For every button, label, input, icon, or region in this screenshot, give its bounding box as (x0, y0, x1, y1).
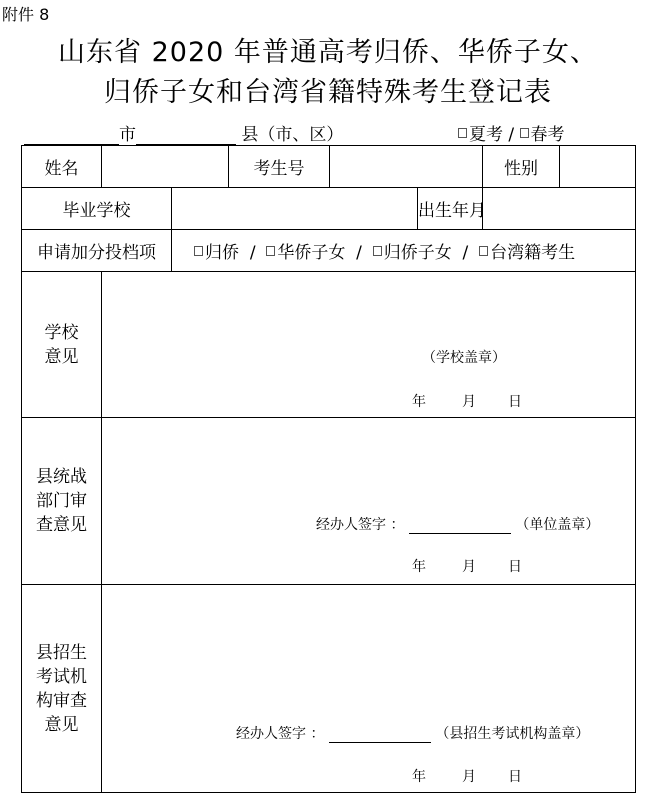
exam-office-label-line: 县招生 (36, 642, 87, 663)
spring-label: 春考 (530, 125, 565, 145)
exam-type-separator: / (508, 125, 515, 145)
name-input-cell[interactable] (102, 146, 229, 188)
name-label: 姓名 (44, 159, 79, 179)
exam-office-signer-row (236, 723, 589, 743)
united-front-signer-label: 经办人签字 ： (316, 517, 405, 533)
united-front-signature-blank[interactable] (409, 519, 511, 534)
school-date-day: 日 (508, 394, 522, 410)
option-checkbox-taiwan[interactable] (479, 246, 488, 256)
school-date-month: 月 (462, 394, 476, 410)
exam-office-label-line: 考试机 (36, 666, 87, 687)
option-label: 归侨 (205, 243, 239, 263)
name-label-cell (22, 146, 102, 188)
option-separator: / (462, 243, 469, 263)
birth-label: 出生年月 (418, 201, 486, 221)
birth-input-cell[interactable] (483, 188, 636, 230)
city-blank[interactable] (24, 127, 119, 145)
page-title-line-2: 归侨子女和台湾省籍特殊考生登记表 (104, 77, 552, 108)
exam-office-opinion-area[interactable] (102, 585, 636, 793)
exam-office-date-month: 月 (462, 769, 476, 785)
summer-label: 夏考 (469, 125, 503, 145)
location-line (24, 120, 343, 145)
united-front-signer-row (316, 514, 599, 534)
school-date-year: 年 (412, 394, 426, 410)
option-label: 台湾籍考生 (490, 243, 576, 263)
united-front-label-line: 查意见 (36, 515, 87, 535)
gender-label-cell (483, 146, 560, 188)
gender-input-cell[interactable] (560, 146, 636, 188)
option-separator: / (249, 243, 256, 263)
exam-office-date-day: 日 (508, 769, 522, 785)
page-title-line-1: 山东省 2020 年普通高考归侨、华侨子女、 (58, 37, 598, 68)
exam-office-seal-text: （县招生考试机构盖章） (435, 726, 590, 742)
city-suffix: 市 (119, 125, 136, 145)
exam-office-label-line: 意见 (44, 714, 79, 735)
school-opinion-label-line: 学校 (44, 322, 79, 343)
united-front-label-line: 县统战 (36, 467, 87, 487)
exam-no-label-cell (229, 146, 330, 188)
exam-office-date-year: 年 (412, 769, 426, 785)
united-front-opinion-area[interactable] (102, 418, 636, 585)
registration-table (21, 145, 636, 793)
united-front-date-year: 年 (412, 559, 426, 575)
school-opinion-label-cell (22, 272, 102, 418)
spring-checkbox[interactable] (520, 128, 529, 138)
county-blank[interactable] (136, 127, 236, 145)
option-separator: / (356, 243, 362, 263)
exam-office-label-line: 构审查 (36, 690, 87, 711)
school-seal-text: （学校盖章） (422, 350, 506, 366)
option-label: 华侨子女 (277, 243, 346, 263)
united-front-label-cell (22, 418, 102, 585)
exam-office-signer-label: 经办人签字 ： (236, 726, 325, 742)
county-suffix: 县（市、区） (241, 125, 344, 145)
school-label-cell (22, 188, 172, 230)
school-opinion-label-line: 意见 (44, 346, 79, 367)
gender-label: 性别 (504, 159, 538, 179)
apply-item-label: 申请加分投档项 (37, 243, 156, 263)
united-front-seal-text: （单位盖章） (515, 517, 600, 533)
option-checkbox-returned-children[interactable] (373, 246, 382, 256)
birth-label-cell (418, 188, 486, 230)
exam-no-label: 考生号 (253, 159, 305, 179)
united-front-date-month: 月 (462, 559, 476, 575)
option-label: 归侨子女 (383, 243, 452, 263)
attachment-label: 附件 8 (2, 5, 50, 24)
united-front-label-line: 部门审 (36, 491, 87, 511)
apply-item-label-cell (22, 230, 172, 272)
united-front-date-day: 日 (508, 559, 522, 575)
option-checkbox-returned-overseas[interactable] (194, 246, 203, 256)
exam-office-label-cell (22, 585, 102, 793)
exam-type-line (458, 120, 565, 145)
exam-no-input-cell[interactable] (330, 146, 483, 188)
exam-office-signature-blank[interactable] (329, 728, 431, 743)
school-input-cell[interactable] (172, 188, 418, 230)
apply-options-cell (172, 230, 636, 272)
school-label: 毕业学校 (62, 201, 131, 221)
option-checkbox-overseas-children[interactable] (266, 246, 275, 256)
summer-checkbox[interactable] (458, 128, 467, 138)
school-opinion-area[interactable] (102, 272, 636, 418)
